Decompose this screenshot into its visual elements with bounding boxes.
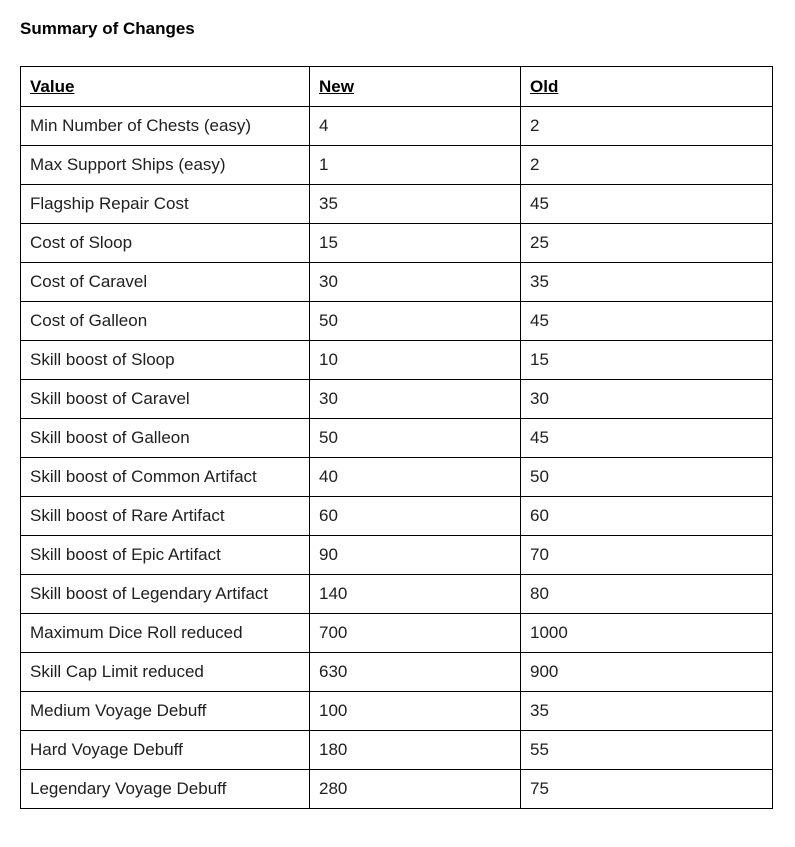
cell-new: 100 — [310, 692, 521, 731]
table-row — [21, 185, 773, 224]
cell-old: 70 — [521, 536, 773, 575]
table-row — [21, 575, 773, 614]
cell-new: 280 — [310, 770, 521, 809]
cell-value: Max Support Ships (easy) — [21, 146, 310, 185]
cell-old: 2 — [521, 107, 773, 146]
column-header-old: Old — [521, 67, 773, 107]
table-row — [21, 458, 773, 497]
cell-new: 50 — [310, 302, 521, 341]
cell-new: 630 — [310, 653, 521, 692]
table-row — [21, 770, 773, 809]
table-row — [21, 653, 773, 692]
table-row — [21, 614, 773, 653]
cell-value: Skill boost of Rare Artifact — [21, 497, 310, 536]
cell-old: 45 — [521, 302, 773, 341]
cell-old: 45 — [521, 185, 773, 224]
table-body — [21, 107, 773, 809]
cell-value: Cost of Sloop — [21, 224, 310, 263]
cell-old: 55 — [521, 731, 773, 770]
column-header-new: New — [310, 67, 521, 107]
cell-old: 1000 — [521, 614, 773, 653]
table-row — [21, 341, 773, 380]
table-row — [21, 497, 773, 536]
cell-new: 90 — [310, 536, 521, 575]
cell-value: Skill boost of Galleon — [21, 419, 310, 458]
cell-value: Skill boost of Epic Artifact — [21, 536, 310, 575]
cell-new: 60 — [310, 497, 521, 536]
cell-new: 35 — [310, 185, 521, 224]
cell-value: Cost of Caravel — [21, 263, 310, 302]
cell-new: 10 — [310, 341, 521, 380]
cell-new: 30 — [310, 263, 521, 302]
table-row — [21, 224, 773, 263]
table-row — [21, 263, 773, 302]
table-row — [21, 146, 773, 185]
cell-old: 60 — [521, 497, 773, 536]
cell-new: 700 — [310, 614, 521, 653]
cell-new: 180 — [310, 731, 521, 770]
cell-value: Skill boost of Common Artifact — [21, 458, 310, 497]
cell-new: 15 — [310, 224, 521, 263]
cell-value: Min Number of Chests (easy) — [21, 107, 310, 146]
cell-new: 40 — [310, 458, 521, 497]
cell-old: 80 — [521, 575, 773, 614]
cell-old: 900 — [521, 653, 773, 692]
cell-value: Skill Cap Limit reduced — [21, 653, 310, 692]
page-title: Summary of Changes — [20, 19, 195, 38]
table-row — [21, 302, 773, 341]
cell-old: 15 — [521, 341, 773, 380]
table-header-row — [21, 67, 773, 107]
cell-value: Hard Voyage Debuff — [21, 731, 310, 770]
cell-old: 35 — [521, 263, 773, 302]
cell-old: 25 — [521, 224, 773, 263]
table-row — [21, 380, 773, 419]
cell-value: Skill boost of Legendary Artifact — [21, 575, 310, 614]
changes-table — [20, 66, 773, 809]
cell-value: Skill boost of Sloop — [21, 341, 310, 380]
cell-new: 4 — [310, 107, 521, 146]
column-header-value: Value — [21, 67, 310, 107]
cell-value: Cost of Galleon — [21, 302, 310, 341]
cell-new: 30 — [310, 380, 521, 419]
cell-old: 50 — [521, 458, 773, 497]
cell-old: 35 — [521, 692, 773, 731]
cell-new: 140 — [310, 575, 521, 614]
cell-old: 30 — [521, 380, 773, 419]
cell-old: 45 — [521, 419, 773, 458]
cell-value: Legendary Voyage Debuff — [21, 770, 310, 809]
table-row — [21, 731, 773, 770]
cell-value: Skill boost of Caravel — [21, 380, 310, 419]
cell-value: Medium Voyage Debuff — [21, 692, 310, 731]
table-row — [21, 107, 773, 146]
cell-value: Maximum Dice Roll reduced — [21, 614, 310, 653]
table-row — [21, 536, 773, 575]
cell-value: Flagship Repair Cost — [21, 185, 310, 224]
cell-new: 50 — [310, 419, 521, 458]
cell-old: 2 — [521, 146, 773, 185]
cell-new: 1 — [310, 146, 521, 185]
table-row — [21, 419, 773, 458]
table-row — [21, 692, 773, 731]
cell-old: 75 — [521, 770, 773, 809]
